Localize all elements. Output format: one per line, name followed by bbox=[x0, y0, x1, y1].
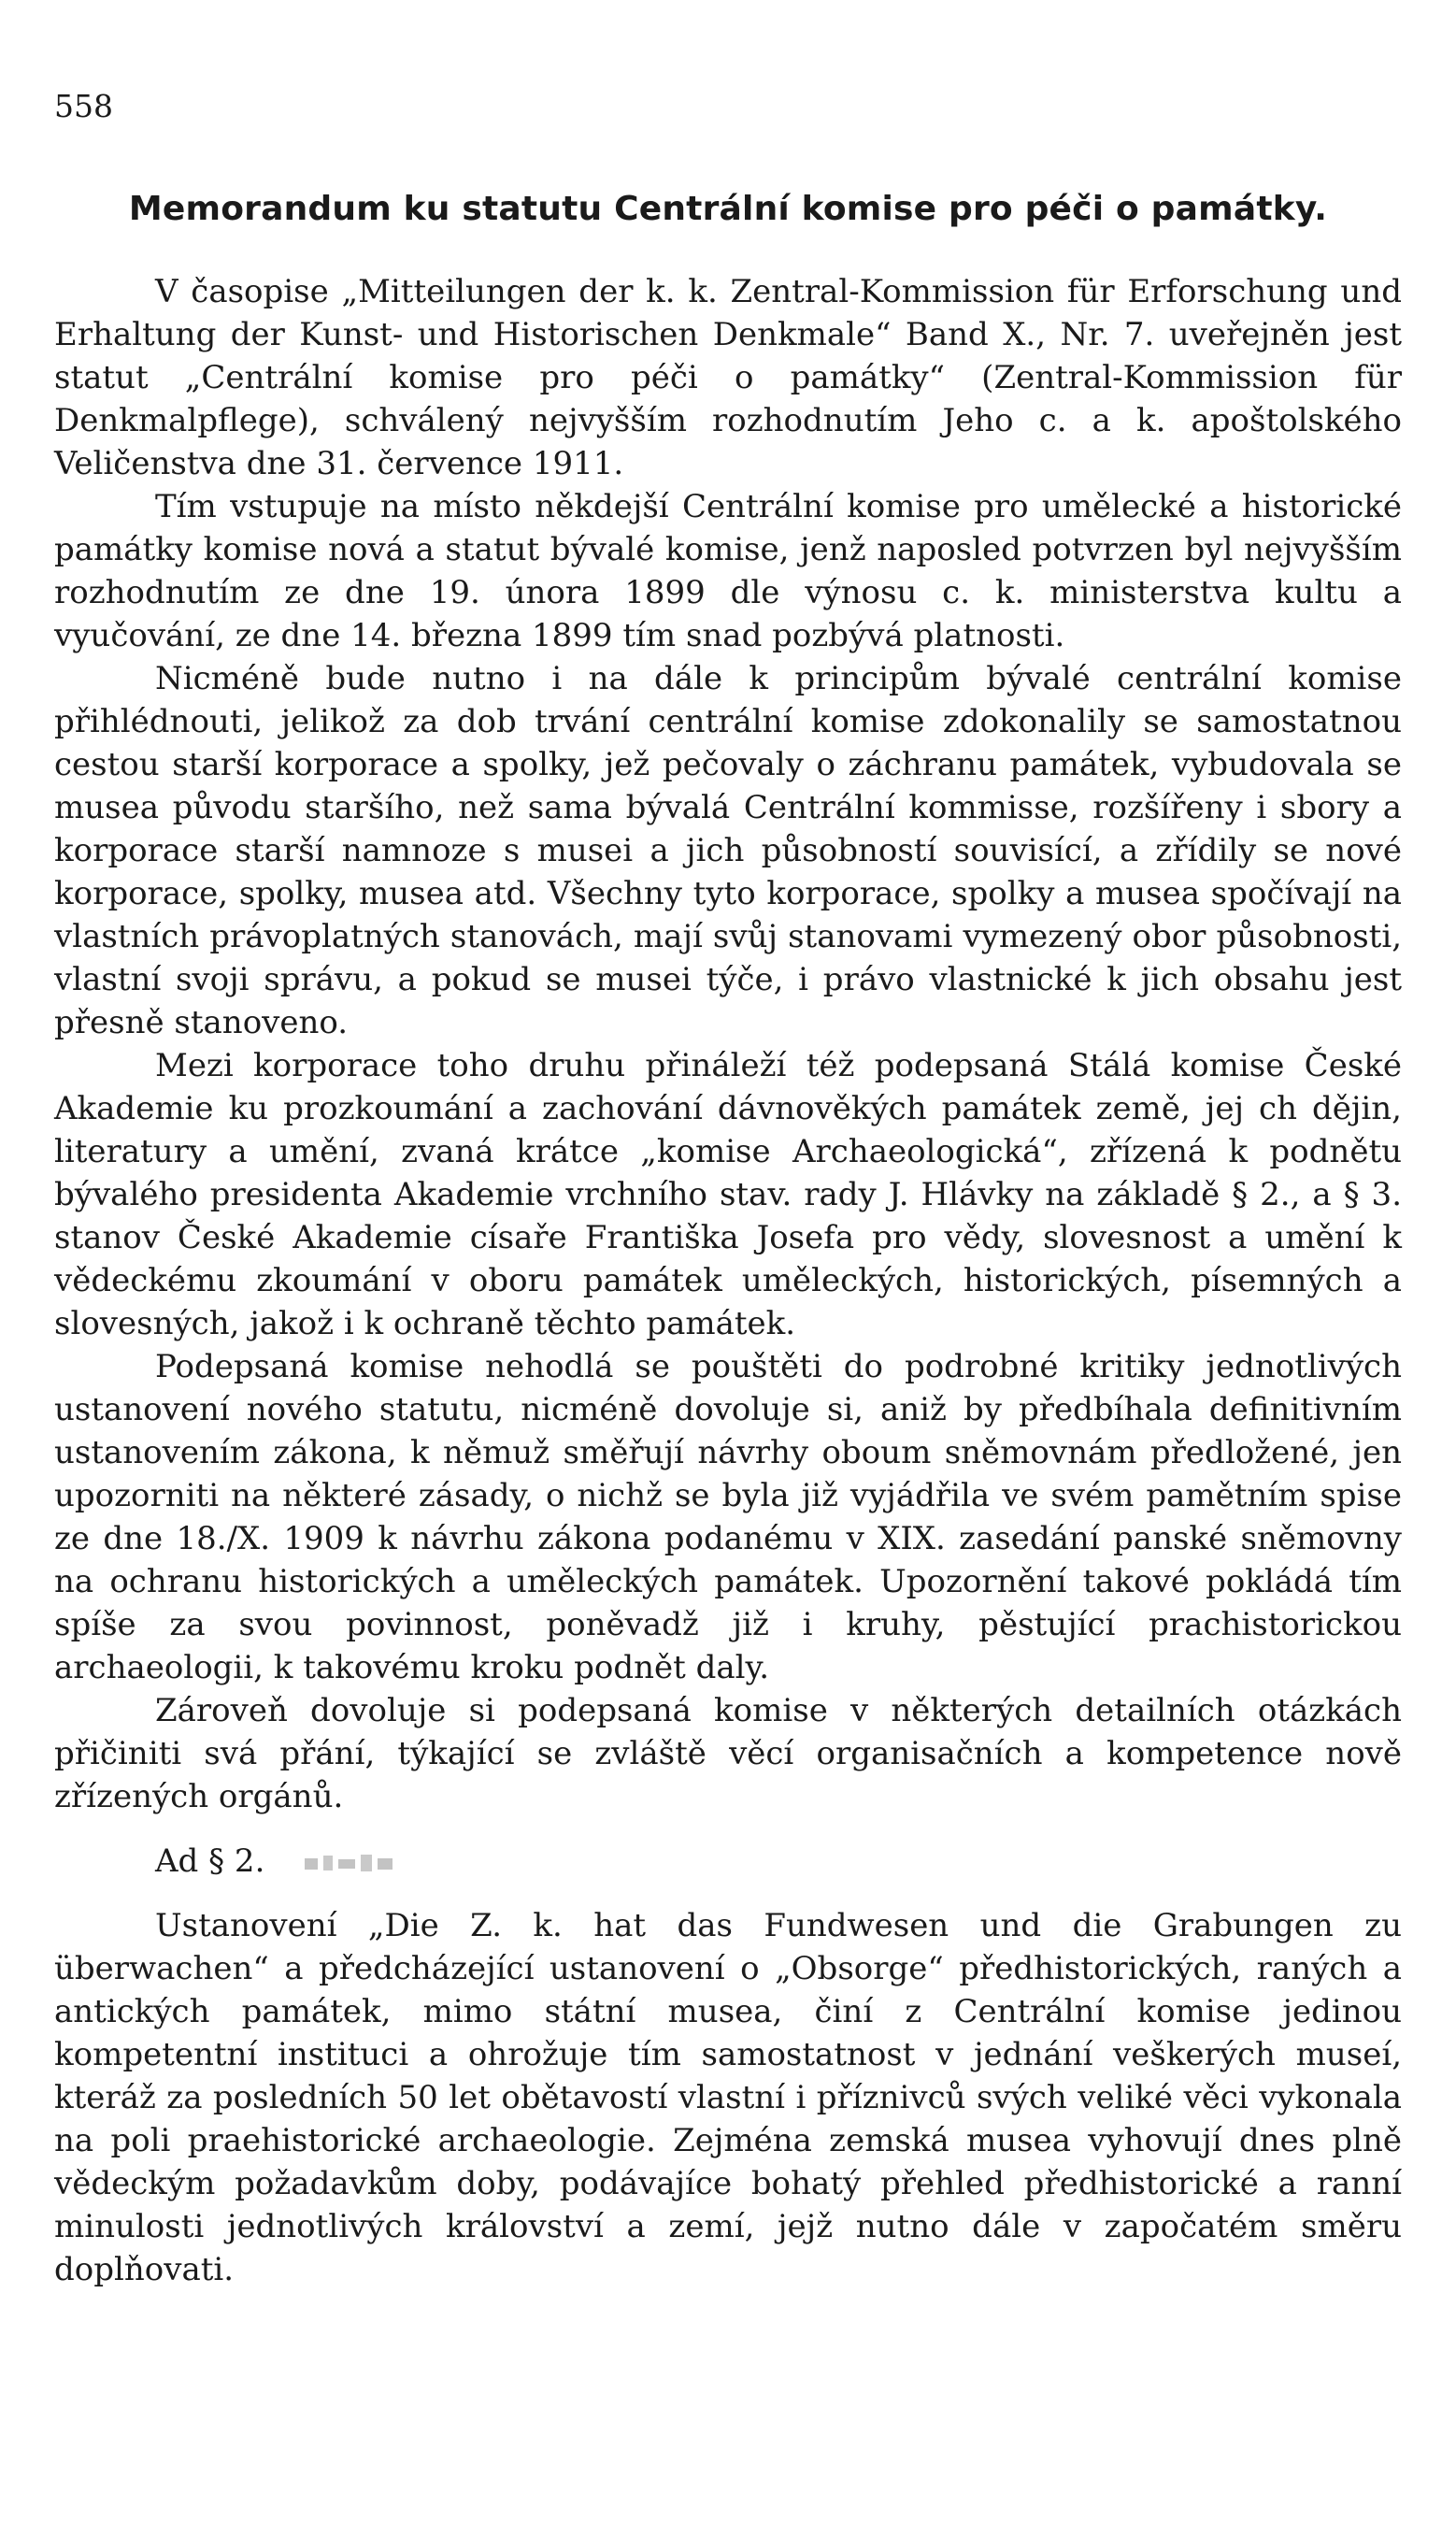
body-text bbox=[54, 270, 1402, 2291]
paragraph: Tím vstupuje na místo někdejší Centrální komise pro umělecké a historické památky komise nová a statut bývalé komise, jenž naposled potvrzen byl nejvyšším rozhodnutím ze dne 19. února 1899 dle výnosu c. k. ministerstva kultu a vyučování, ze dne 14. března 1899 tím snad pozbývá platnosti. bbox=[54, 488, 1402, 654]
paragraph: Podepsaná komise nehodlá se pouštěti do podrobné kritiky jednotlivých ustanovení nového statutu, nicméně dovoluje si, aniž by předbíhala definitivním ustanovením zákona, k němuž směřují návrhy oboum sněmovnám předložené, jen upozorniti na některé zásady, o nichž se byla již vyjádřila ve svém pamětním spise ze dne 18./X. 1909 k návrhu zákona podanému v XIX. zasedání panské sněmovny na ochranu historických a uměleckých památek. Upozornění takové pokládá tím spíše za svou povinnost, poněvadž již i kruhy, pěstující prachistorickou archaeologii, k takovému kroku podnět daly. bbox=[54, 1348, 1402, 1686]
section-heading bbox=[54, 1840, 1402, 1883]
page-number: 558 bbox=[54, 88, 113, 124]
paragraph: Ustanovení „Die Z. k. hat das Fundwesen und die Grabungen zu überwachen“ a předcházející ustanovení o „Obsorge“ předhistorických, raných a antických památek, mimo státní musea, činí z Centrální komise jedinou kompetentní instituci a ohrožuje tím samostatnost v jednání veškerých museí, kteráž za posledních 50 let obětavostí vlastní i příznivců svých veliké věci vykonala na poli praehistorické archaeologie. Zejména zemská musea vyhovují dnes plně vědeckým požadavkům doby, podávajíce bohatý přehled předhistorické a ranní minulosti jednotlivých království a zemí, jejž nutno dále v započatém směru doplňovati. bbox=[54, 1907, 1402, 2288]
paragraph: Mezi korporace toho druhu přináleží též podepsaná Stálá komise České Akademie ku prozkoumání a zachování dávnověkých památek země, jej ch dějin, literatury a umění, zvaná krátce „komise Archaeologická“, zřízená k podnětu bývalého presidenta Akademie vrchního stav. rady J. Hlávky na základě § 2., a § 3. stanov České Akademie císaře Františka Josefa pro vědy, slovesnost a umění k vědeckému zkoumání v oboru památek uměleckých, historických, písemných a slovesných, jakož i k ochraně těchto památek. bbox=[54, 1047, 1402, 1342]
paragraph: Nicméně bude nutno i na dále k principům bývalé centrální komise přihlédnouti, jelikož za dob trvání centrální komise zdokonalily se samostatnou cestou starší korporace a spolky, jež pečovaly o záchranu památek, vybudovala se musea původu staršího, než sama bývalá Centrální kommisse, rozšířeny i sbory a korporace starší namnoze s musei a jich působností souvisící, a zřídily se nové korporace, spolky, musea atd. Všechny tyto korporace, spolky a musea spočívají na vlastních právoplatných stanovách, mají svůj stanovami vymezený obor působnosti, vlastní svoji správu, a pokud se musei týče, i právo vlastnické k jich obsahu jest přesně stanoveno. bbox=[54, 660, 1402, 1041]
document-title: Memorandum ku statutu Centrální komise pro péči o památky. bbox=[128, 190, 1328, 228]
paragraph: V časopise „Mitteilungen der k. k. Zentral-Kommission für Erforschung und Erhaltung der Kunst- und Historischen Denkmale“ Band X., Nr. 7. uveřejněn jest statut „Centrální komise pro péči o památky“ (Zentral-Kommission für Denkmalpflege), schválený nejvyšším rozhodnutím Jeho c. a k. apoštolského Veličenstva dne 31. července 1911. bbox=[54, 273, 1402, 482]
section-heading-label: Ad § 2. bbox=[155, 1842, 265, 1880]
paragraph: Zároveň dovoluje si podepsaná komise v některých detailních otázkách přičiniti svá přání, týkající se zvláště věcí organisačních a kompetence nově zřízených orgánů. bbox=[54, 1692, 1402, 1815]
ink-smudge-icon bbox=[303, 1851, 396, 1875]
